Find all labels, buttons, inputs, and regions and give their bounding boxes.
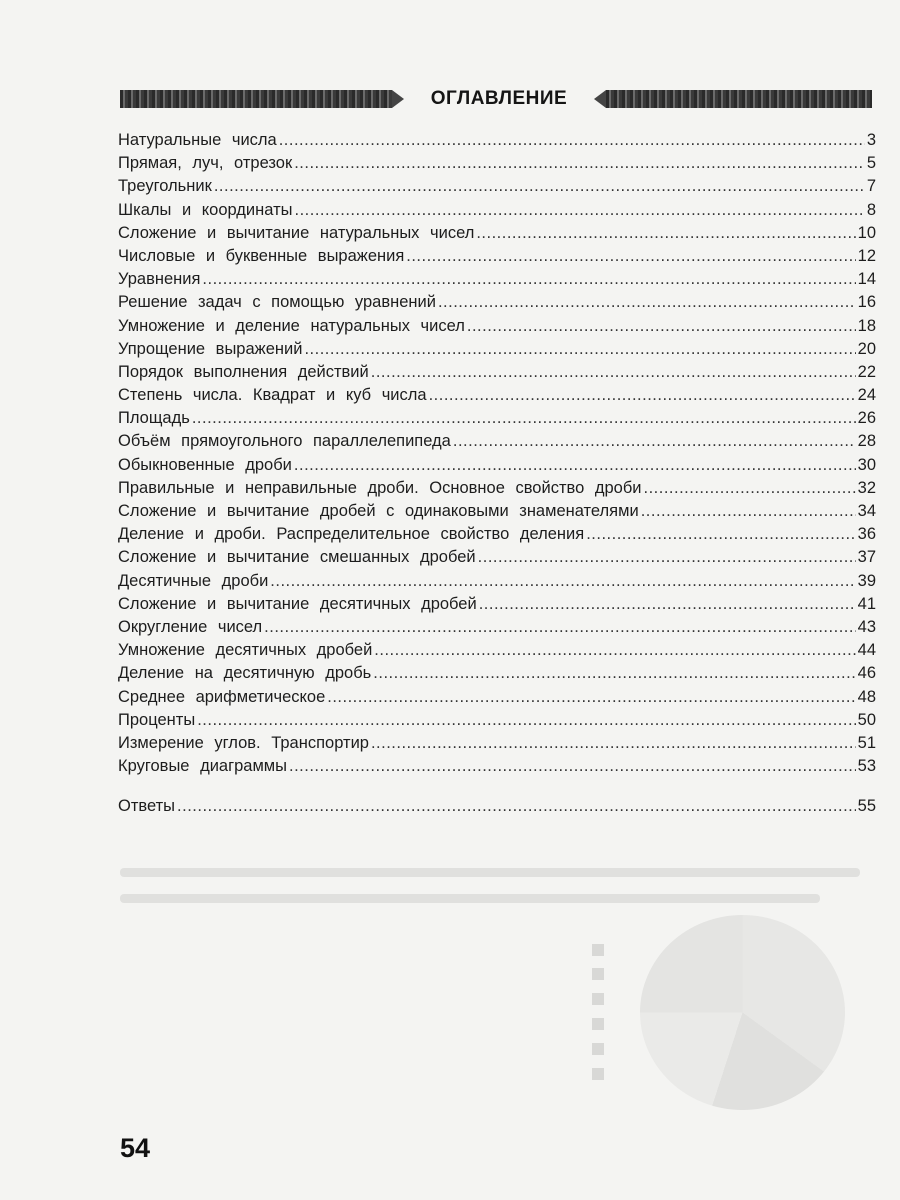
toc-entry-title: Площадь — [118, 409, 190, 428]
toc-entry-page: 16 — [857, 293, 876, 312]
toc-entry-title: Степень числа. Квадрат и куб числа — [118, 386, 427, 405]
toc-entry-page: 24 — [857, 386, 876, 405]
toc-entry-title: Ответы — [118, 797, 176, 816]
bleed-through-line — [120, 894, 820, 903]
toc-entry-title: Натуральные числа — [118, 131, 277, 149]
toc-entry-page: 14 — [857, 270, 876, 289]
toc-entry-page: 48 — [857, 687, 876, 706]
toc-entry-page: 50 — [857, 710, 876, 729]
toc-entry-page: 34 — [857, 502, 876, 520]
toc-entry-page: 3 — [866, 131, 876, 149]
toc-entry — [118, 686, 876, 709]
toc-entry — [118, 477, 876, 500]
toc-entry-title: Шкалы и координаты — [118, 200, 293, 219]
toc-entry-title: Круговые диаграммы — [118, 757, 288, 776]
bleed-through-legend-box — [592, 1068, 604, 1080]
toc-entry-page: 46 — [857, 664, 876, 683]
bleed-through-legend-box — [592, 944, 604, 956]
header-ornament-right — [606, 90, 872, 108]
toc-leader-dots — [264, 616, 855, 639]
toc-entry-page: 26 — [857, 409, 876, 428]
toc-entry — [118, 315, 876, 338]
toc-entry-page: 8 — [866, 200, 876, 219]
toc-entry — [118, 384, 876, 407]
toc-leader-dots — [289, 755, 856, 778]
toc-entry — [118, 662, 876, 685]
bleed-through-legend-box — [592, 968, 604, 980]
toc-entry — [118, 570, 876, 593]
toc-entry-page: 18 — [857, 316, 876, 335]
toc-entry — [118, 291, 876, 314]
toc-entry — [118, 795, 876, 818]
toc-leader-dots — [373, 662, 855, 685]
toc-leader-dots — [438, 291, 856, 314]
toc-entry-page: 44 — [857, 641, 876, 660]
toc-entry-title: Умножение десятичных дробей — [118, 641, 373, 660]
toc-entry-page: 30 — [857, 455, 876, 474]
bleed-through-legend-box — [592, 1043, 604, 1055]
toc-entry-title: Десятичные дроби — [118, 571, 269, 590]
toc-leader-dots — [479, 593, 856, 616]
toc-entry — [118, 500, 876, 523]
toc-entry-title: Обыкновенные дроби — [118, 455, 292, 474]
toc-leader-dots — [371, 732, 856, 755]
toc-entry-title: Округление чисел — [118, 617, 263, 636]
toc-entry — [118, 268, 876, 291]
toc-entry — [118, 546, 876, 569]
toc-entry-page: 7 — [866, 177, 876, 196]
toc-entry-title: Порядок выполнения действий — [118, 362, 369, 381]
toc-leader-dots — [202, 268, 855, 291]
table-of-contents — [118, 129, 876, 818]
toc-entry-title: Деление на десятичную дробь — [118, 664, 372, 683]
toc-entry-page: 37 — [857, 548, 876, 567]
toc-leader-dots — [476, 222, 855, 245]
toc-entry-title: Сложение и вычитание десятичных дробей — [118, 594, 477, 613]
toc-entry-title: Треугольник — [118, 177, 212, 196]
toc-leader-dots — [295, 199, 865, 222]
toc-entry-page: 51 — [857, 733, 876, 752]
toc-leader-dots — [478, 546, 856, 569]
toc-entry-page: 55 — [857, 797, 876, 816]
toc-entry — [118, 430, 876, 453]
toc-entry-title: Измерение углов. Транспортир — [118, 733, 369, 752]
toc-leader-dots — [214, 175, 865, 198]
toc-entry — [118, 732, 876, 755]
toc-entry-page: 43 — [857, 617, 876, 636]
toc-leader-dots — [467, 315, 856, 338]
toc-leader-dots — [294, 454, 856, 477]
toc-entry-title: Решение задач с помощью уравнений — [118, 293, 436, 312]
toc-entry — [118, 523, 876, 546]
bleed-through-legend-box — [592, 993, 604, 1005]
toc-leader-dots — [270, 570, 855, 593]
toc-entry-page: 53 — [857, 757, 876, 776]
toc-leader-dots — [374, 639, 855, 662]
toc-entry-page: 20 — [857, 339, 876, 358]
toc-leader-dots — [406, 245, 855, 268]
toc-entry — [118, 755, 876, 778]
toc-leader-dots — [429, 384, 856, 407]
toc-leader-dots — [279, 129, 865, 152]
bleed-through-pie — [640, 915, 845, 1110]
toc-entry-title: Объём прямоугольного параллелепипеда — [118, 432, 451, 451]
toc-leader-dots — [177, 795, 856, 818]
toc-entry — [118, 639, 876, 662]
toc-entry — [118, 338, 876, 361]
toc-entry-title: Сложение и вычитание дробей с одинаковыми знаменателями — [118, 502, 639, 520]
toc-entry-title: Среднее арифметическое — [118, 687, 326, 706]
toc-entry — [118, 152, 876, 175]
toc-entry-title: Сложение и вычитание натуральных чисел — [118, 223, 475, 242]
toc-leader-dots — [453, 430, 856, 453]
toc-entry — [118, 175, 876, 198]
toc-leader-dots — [327, 686, 855, 709]
toc-leader-dots — [192, 407, 856, 430]
toc-entry-page: 36 — [857, 525, 876, 544]
toc-leader-dots — [371, 361, 856, 384]
toc-leader-dots — [641, 500, 856, 523]
toc-entry — [118, 222, 876, 245]
toc-entry — [118, 199, 876, 222]
toc-entry-title: Прямая, луч, отрезок — [118, 154, 293, 173]
toc-leader-dots — [644, 477, 856, 500]
toc-entry — [118, 129, 876, 152]
toc-entry — [118, 709, 876, 732]
toc-leader-dots — [586, 523, 855, 546]
toc-leader-dots — [197, 709, 855, 732]
toc-entry — [118, 454, 876, 477]
toc-entry-page: 22 — [857, 362, 876, 381]
page-number: 54 — [120, 1133, 151, 1163]
toc-leader-dots — [304, 338, 855, 361]
toc-entry-page: 12 — [857, 246, 876, 265]
toc-entry-title: Упрощение выражений — [118, 339, 303, 358]
bleed-through-legend-box — [592, 1018, 604, 1030]
toc-entry-title: Сложение и вычитание смешанных дробей — [118, 548, 476, 567]
toc-entry-title: Числовые и буквенные выражения — [118, 246, 405, 265]
toc-entry — [118, 407, 876, 430]
toc-entry — [118, 593, 876, 616]
header-ornament-left — [120, 90, 392, 108]
toc-entry-title: Умножение и деление натуральных чисел — [118, 316, 465, 335]
toc-entry-page: 39 — [857, 571, 876, 590]
toc-leader-dots — [294, 152, 865, 175]
toc-entry-title: Деление и дроби. Распределительное свойство деления — [118, 525, 585, 544]
toc-entry-title: Проценты — [118, 710, 196, 729]
toc-entry — [118, 245, 876, 268]
toc-entry-page: 28 — [857, 432, 876, 451]
bleed-through-line — [120, 868, 860, 877]
toc-entry-page: 5 — [866, 154, 876, 173]
toc-entry-title: Уравнения — [118, 270, 201, 289]
toc-entry — [118, 361, 876, 384]
toc-entry-page: 41 — [857, 594, 876, 613]
toc-header — [120, 86, 872, 112]
toc-entry — [118, 616, 876, 639]
toc-entry-page: 10 — [857, 223, 876, 242]
toc-entry-page: 32 — [857, 478, 876, 497]
page-title: ОГЛАВЛЕНИЕ — [430, 88, 568, 109]
toc-entry-title: Правильные и неправильные дроби. Основное свойство дроби — [118, 478, 642, 497]
